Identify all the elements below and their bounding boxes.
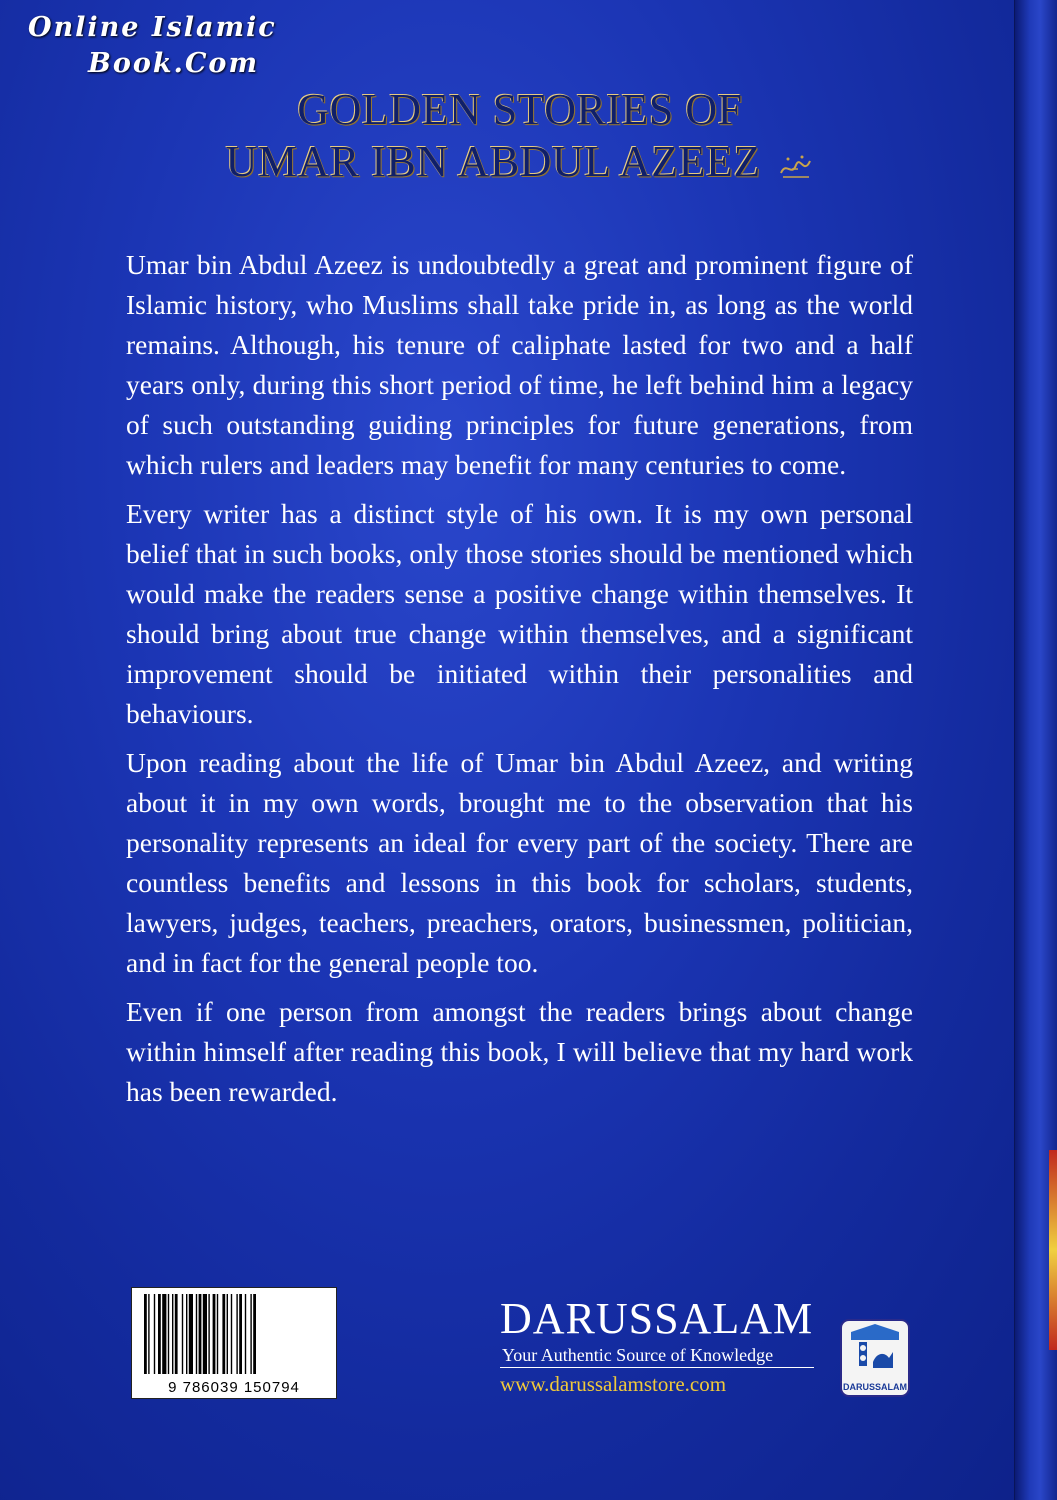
watermark: [28, 10, 277, 82]
watermark-line-2: Book.Com: [88, 48, 260, 79]
barcode-bar: [239, 1294, 242, 1374]
barcode-bar: [253, 1294, 256, 1374]
isbn-number: 9 786039 150794: [168, 1379, 300, 1396]
barcode-bar: [213, 1294, 216, 1374]
barcode-bar: [168, 1294, 169, 1374]
barcode-bar: [175, 1294, 178, 1374]
barcode-bar: [172, 1294, 173, 1374]
blurb-paragraph-4: Even if one person from amongst the readers brings about change within himself after reading this book, I will believe that my hard work has been rewarded.: [126, 996, 913, 1107]
barcode-bar: [186, 1294, 187, 1374]
blurb-paragraph-1: Umar bin Abdul Azeez is undoubtedly a great and prominent figure of Islamic history, who Muslims shall take pride in, as long as the world remains. Although, his tenure of caliphate lasted for two and a half years only, during this short period of time, he left behind him a legacy of such outstanding guiding principles for future generations, from which rulers and leaders may benefit for many centuries to come.: [126, 249, 913, 480]
book-title: [130, 84, 910, 188]
title-line-2: UMAR IBN ABDUL AZEEZ: [225, 137, 761, 186]
barcode-bar: [196, 1294, 197, 1374]
publisher-block: [500, 1295, 820, 1400]
barcode-bar: [144, 1294, 147, 1374]
publisher-name: DARUSSALAM: [500, 1294, 814, 1343]
barcode-bar: [231, 1294, 232, 1374]
watermark-line-1: Online Islamic: [28, 12, 277, 43]
blurb-paragraph-3: Upon reading about the life of Umar bin Abdul Azeez, and writing about it in my own words, brought me to the observation that his personality represents an ideal for every part of the society. There are countless benefits and lessons in this book for scholars, students, lawyers, judges, teachers, preachers, orators, businessmen, politician, and in fact for the general people too.: [126, 747, 913, 978]
barcode-bar: [245, 1294, 246, 1374]
barcode-bar: [189, 1294, 193, 1374]
barcode-bar: [208, 1294, 209, 1374]
barcode-bars: [144, 1294, 324, 1376]
barcode-bar: [162, 1294, 166, 1374]
blurb-paragraph-2: Every writer has a distinct style of his own. It is my own personal belief that in such books, only those stories should be mentioned which would make the readers sense a positive change within themselves. It should bring about true change within themselves, and a significant improvement should be initiated within their personalities and behaviours.: [126, 498, 913, 729]
barcode-bar: [148, 1294, 149, 1374]
blurb-text: [126, 245, 913, 1121]
barcode: [131, 1287, 337, 1399]
title-line-1: GOLDEN STORIES OF: [297, 85, 743, 134]
barcode-bar: [227, 1294, 228, 1374]
barcode-bar: [222, 1294, 225, 1374]
barcode-bar: [236, 1294, 237, 1374]
barcode-bar: [182, 1294, 183, 1374]
barcode-bar: [154, 1294, 155, 1374]
publisher-url[interactable]: www.darussalamstore.com: [500, 1372, 727, 1396]
barcode-bar: [203, 1294, 207, 1374]
publisher-tagline: Your Authentic Source of Knowledge: [500, 1343, 814, 1368]
barcode-bar: [250, 1294, 251, 1374]
arabic-honorific-icon: [778, 151, 814, 181]
darussalam-logo-icon: [837, 1318, 913, 1398]
barcode-bar: [158, 1294, 161, 1374]
barcode-bar: [217, 1294, 218, 1374]
logo-caption: DARUSSALAM: [843, 1382, 907, 1392]
barcode-bar: [199, 1294, 202, 1374]
spine-edge-stripe: [1049, 1150, 1057, 1350]
